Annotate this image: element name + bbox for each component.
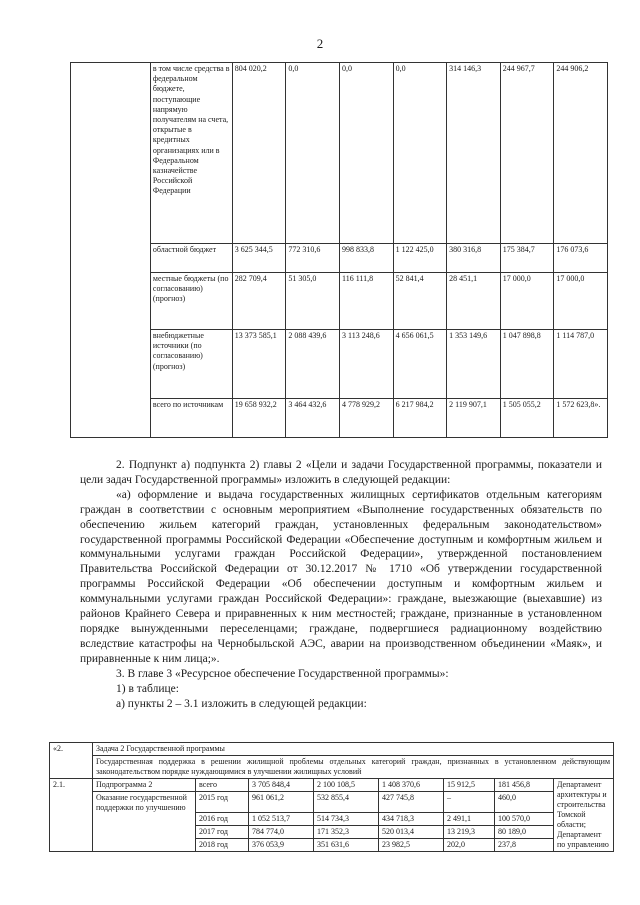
cell: 1 114 787,0	[554, 330, 608, 399]
cell: 434 718,3	[379, 813, 444, 826]
cell: 19 658 932,2	[232, 399, 286, 438]
cell: 1 052 513,7	[249, 813, 314, 826]
period: 2015 год	[196, 792, 249, 813]
funding-table	[70, 62, 608, 438]
row-label: всего по источникам	[150, 399, 232, 438]
cell: 772 310,6	[286, 244, 340, 273]
cell: 52 841,4	[393, 273, 447, 330]
subprogram-description: Оказание государственной поддержки по улучшению	[93, 792, 196, 852]
paragraph: а) пункты 2 – 3.1 изложить в следующей редакции:	[116, 697, 367, 710]
cell: 961 061,2	[249, 792, 314, 813]
row-label: внебюджетные источники (по согласованию) (прогноз)	[150, 330, 232, 399]
cell: 80 189,0	[495, 826, 554, 839]
cell: 376 053,9	[249, 839, 314, 852]
cell: 1 353 149,6	[447, 330, 501, 399]
cell: 532 855,4	[314, 792, 379, 813]
cell: 23 982,5	[379, 839, 444, 852]
cell: 784 774,0	[249, 826, 314, 839]
cell: 2 119 907,1	[447, 399, 501, 438]
executor: Департамент архитектуры и строительства Томской области; Департамент по управлению	[554, 779, 614, 852]
body-text	[80, 458, 602, 711]
cell: 17 000,0	[500, 273, 554, 330]
table-row	[50, 756, 614, 779]
cell: 51 305,0	[286, 273, 340, 330]
table-row	[50, 743, 614, 756]
cell: 3 625 344,5	[232, 244, 286, 273]
cell: 0,0	[393, 63, 447, 244]
cell: 13 373 585,1	[232, 330, 286, 399]
table-row	[50, 792, 614, 813]
period: 2016 год	[196, 813, 249, 826]
cell: 1 505 055,2	[500, 399, 554, 438]
cell: 181 456,8	[495, 779, 554, 792]
cell: 2 100 108,5	[314, 779, 379, 792]
subprogram-title: Подпрограмма 2	[93, 779, 196, 792]
period: 2018 год	[196, 839, 249, 852]
cell: 17 000,0	[554, 273, 608, 330]
empty-first-column	[71, 63, 151, 438]
cell: 3 464 432,6	[286, 399, 340, 438]
cell: 171 352,3	[314, 826, 379, 839]
cell: 202,0	[444, 839, 495, 852]
cell: 804 020,2	[232, 63, 286, 244]
table-row	[71, 399, 608, 438]
cell: 116 111,8	[339, 273, 393, 330]
cell: 427 745,8	[379, 792, 444, 813]
paragraph: 1) в таблице:	[116, 682, 179, 695]
cell: 1 047 898,8	[500, 330, 554, 399]
cell: –	[444, 792, 495, 813]
paragraph: «а) оформление и выдача государственных жилищных сертификатов отдельным категориям граждан в соответствии с основным мероприятием «Выполнение государственных обязательств по обеспечению жильем категорий граждан, установленных федеральным законодательством» государственной программы Российской Федерации «Обеспечение доступным и комфортным жильем и коммунальными услугами граждан Российской Федерации», утвержденной постановлением Правительства Российской Федерации от 30.12.2017 № 1710 «Об утверждении государственной программы Российской Федерации «Об обеспечении доступным и комфортным жильем и коммунальными услугами граждан Российской Федерации»: гражданe, выезжающие (выехавшие) из районов Крайнего Севера и приравненных к ним местностей; граждане, признанные в установленном порядке вынужденными переселенцами; граждане, подвергшиеся радиационному воздействию вследствие катастрофы на Чернобыльской АЭС, аварии на производственном объединении «Маяк», и приравненные к ним лица;».	[80, 488, 602, 665]
cell: 380 316,8	[447, 244, 501, 273]
cell: 282 709,4	[232, 273, 286, 330]
paragraph: 2. Подпункт а) подпункта 2) главы 2 «Цели и задачи Государственной программы, показатели и цели задач Государственной программы» изложить в следующей редакции:	[80, 459, 602, 486]
cell: 514 734,3	[314, 813, 379, 826]
cell: 2 088 439,6	[286, 330, 340, 399]
paragraph: 3. В главе 3 «Ресурсное обеспечение Государственной программы»:	[116, 667, 449, 680]
cell: 28 451,1	[447, 273, 501, 330]
table-row	[71, 244, 608, 273]
cell: 460,0	[495, 792, 554, 813]
cell: 351 631,6	[314, 839, 379, 852]
cell: 13 219,3	[444, 826, 495, 839]
cell: 176 073,6	[554, 244, 608, 273]
cell: 520 013,4	[379, 826, 444, 839]
row-label: местные бюджеты (по согласованию) (прогноз)	[150, 273, 232, 330]
subprogram-number: 2.1.	[50, 779, 93, 852]
cell: 0,0	[286, 63, 340, 244]
period: 2017 год	[196, 826, 249, 839]
cell: 4 778 929,2	[339, 399, 393, 438]
cell: 15 912,5	[444, 779, 495, 792]
cell: 100 570,0	[495, 813, 554, 826]
cell: 175 384,7	[500, 244, 554, 273]
cell: 1 572 623,8».	[554, 399, 608, 438]
table-row	[50, 779, 614, 792]
cell: 1 122 425,0	[393, 244, 447, 273]
page-number: 2	[316, 36, 324, 51]
task-description: Государственная поддержка в решении жилищной проблемы отдельных категорий граждан, признанных в установленном действующим законодательством порядке нуждающимися в улучшении жилищных условий	[93, 756, 614, 779]
table-row	[71, 63, 608, 244]
resource-table	[49, 742, 614, 852]
period: всего	[196, 779, 249, 792]
cell: 244 906,2	[554, 63, 608, 244]
table-row	[71, 330, 608, 399]
cell: 1 408 370,6	[379, 779, 444, 792]
table-row	[71, 273, 608, 330]
cell: 237,8	[495, 839, 554, 852]
cell: 3 705 848,4	[249, 779, 314, 792]
row-label: в том числе средства в федеральном бюджете, поступающие напрямую получателям на счета, открытые в кредитных организациях или в Федеральном казначействе Российской Федерации	[150, 63, 232, 244]
task-number: «2.	[50, 743, 93, 779]
cell: 314 146,3	[447, 63, 501, 244]
cell: 4 656 061,5	[393, 330, 447, 399]
cell: 998 833,8	[339, 244, 393, 273]
cell: 6 217 984,2	[393, 399, 447, 438]
cell: 3 113 248,6	[339, 330, 393, 399]
row-label: областной бюджет	[150, 244, 232, 273]
task-title: Задача 2 Государственной программы	[93, 743, 614, 756]
cell: 2 491,1	[444, 813, 495, 826]
cell: 244 967,7	[500, 63, 554, 244]
cell: 0,0	[339, 63, 393, 244]
